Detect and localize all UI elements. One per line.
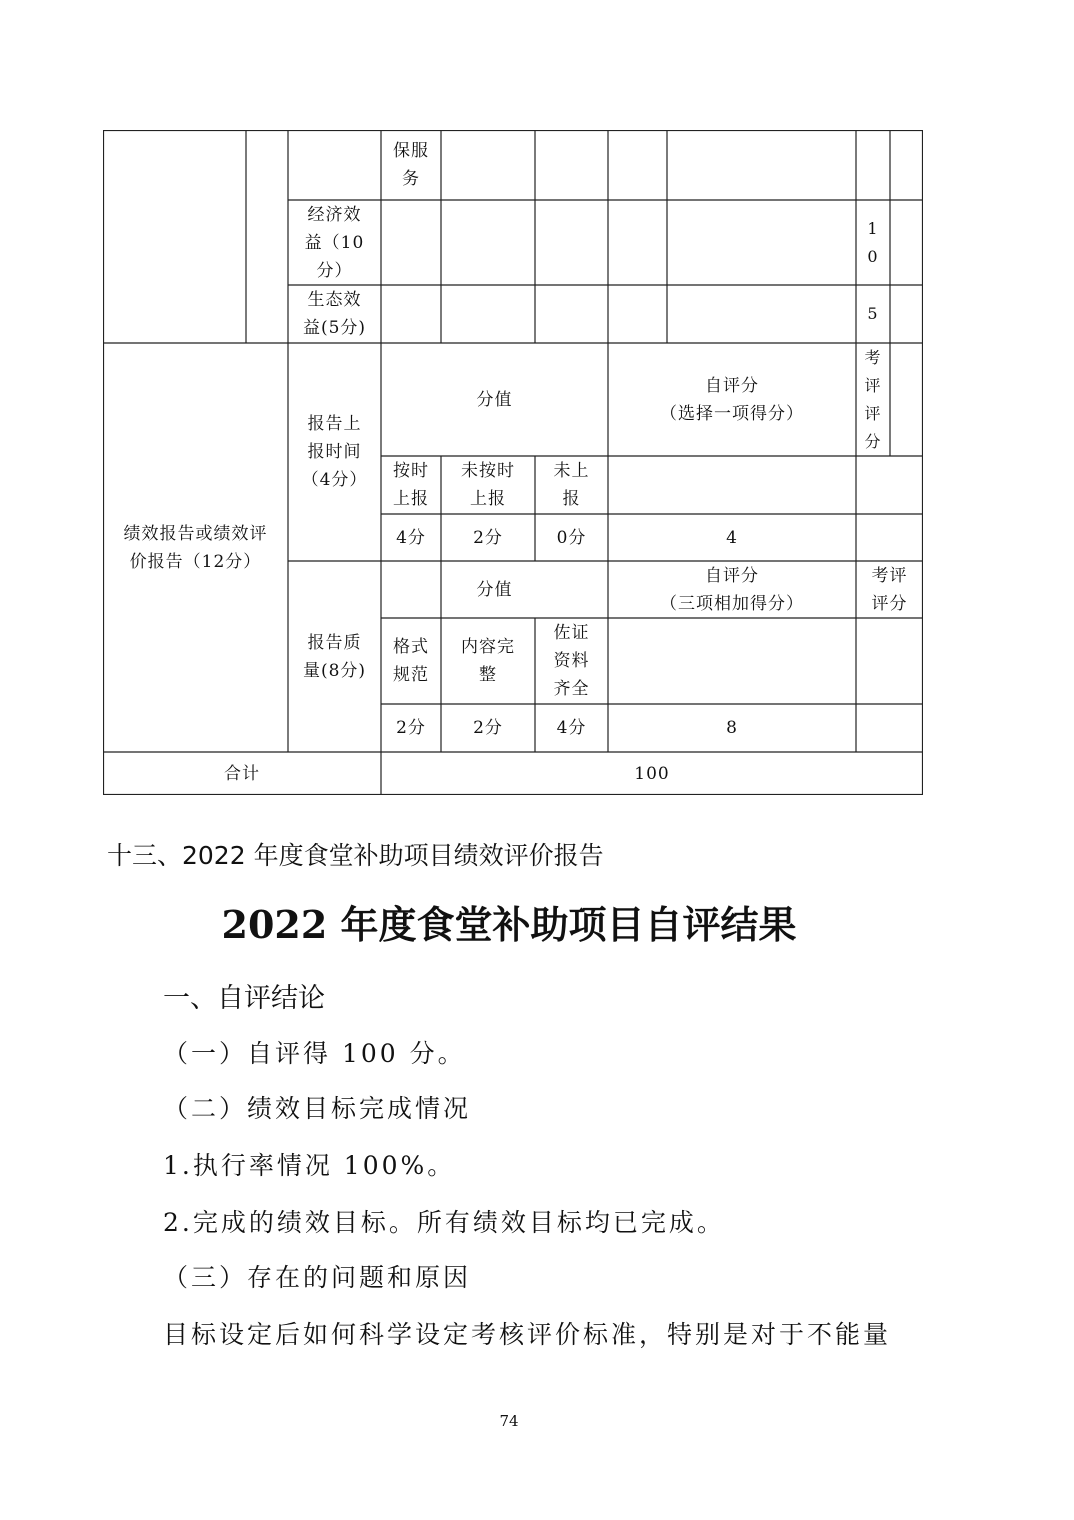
cell-bao-fuwu: 保服 务 [393,141,429,189]
cell-heji-value: 100 [634,763,670,784]
cell-anshi: 按时 上报 [393,461,429,509]
cell-jingji-score: 1 0 [867,218,879,266]
cell-heji: 合计 [224,763,260,784]
cell-baogao-zhiliang: 报告质 量(8分) [302,632,367,681]
cell-score-2fen-b: 2分 [396,718,426,738]
cell-baogao-shijian: 报告上 报时间 （4分） [301,414,368,490]
cell-fenzhi-2: 分值 [476,579,513,600]
cell-zipingfen-2: 自评分 （三项相加得分） [660,565,804,614]
cell-score-4fen: 4分 [396,527,426,548]
cell-kaoping-2: 考评 评分 [871,565,908,614]
cell-geshi: 格式 规范 [393,637,429,685]
cell-self-8: 8 [726,718,738,738]
paragraph-score: （一）自评得 100 分。 [163,1039,466,1068]
page-number: 74 [499,1412,519,1430]
cell-jingji-xiaoyi: 经济效 益（10 分） [304,204,365,281]
paragraph-problems: （三）存在的问题和原因 [163,1263,472,1292]
cell-shengtai-score: 5 [867,304,879,323]
cell-zipingfen-1: 自评分 （选择一项得分） [660,375,804,424]
paragraph-completed-goals: 2.完成的绩效目标。所有绩效目标均已完成。 [163,1208,725,1237]
paragraph-execution-rate: 1.执行率情况 100%。 [163,1151,456,1180]
cell-jixiao-baogao: 绩效报告或绩效评 价报告（12分） [123,523,268,572]
score-table [103,130,923,795]
cell-neirong: 内容完 整 [461,637,515,685]
cell-score-4fen-b: 4分 [556,718,587,738]
conclusion-heading: 一、自评结论 [163,983,325,1014]
cell-shengtai-xiaoyi: 生态效 益(5分) [302,290,367,338]
cell-weishang: 未上 报 [553,461,590,509]
cell-fenzhi-1: 分值 [476,389,513,410]
cell-kaoping-1: 考 评 评 分 [864,347,882,451]
main-title: 2022 年度食堂补助项目自评结果 [221,902,797,947]
paragraph-body: 目标设定后如何科学设定考核评价标准，特别是对于不能量 [163,1320,892,1349]
cell-self-4: 4 [726,527,738,548]
cell-score-2fen-a: 2分 [473,527,503,548]
cell-weianshi: 未按时 上报 [461,461,515,509]
section-heading: 十三、2022 年度食堂补助项目绩效评价报告 [107,841,604,870]
paragraph-goals: （二）绩效目标完成情况 [163,1094,472,1123]
cell-score-0fen: 0分 [556,527,587,548]
cell-score-2fen-c: 2分 [473,718,503,738]
cell-zuozheng: 佐证 资料 齐全 [553,623,590,699]
